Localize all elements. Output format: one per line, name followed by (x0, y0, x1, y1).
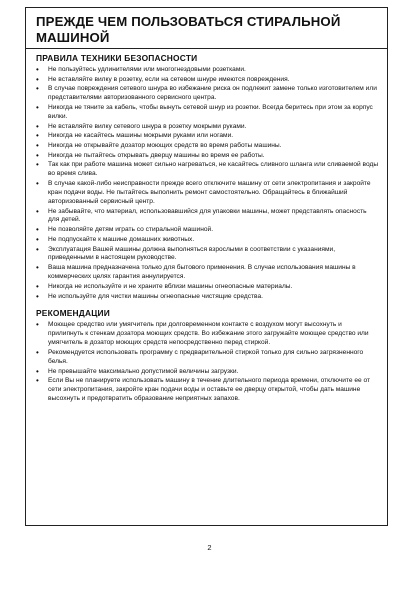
recommendations-heading: РЕКОМЕНДАЦИИ (36, 308, 110, 319)
list-item: • В случае какой-либо неисправности прежде всего отключите машину от сети электропитания и закройте кран подачи воды. Не пытайтесь выполнить ремонт самостоятельно. Обращайтесь в ближайший авторизованный сервисный центр. (34, 180, 379, 207)
safety-section (34, 53, 379, 301)
list-item: • Так как при работе машина может сильно нагреваться, не касайтесь сливного шланга или сливаемой воды во время слива. (34, 161, 379, 179)
list-item: • Не пользуйтесь удлинителями или многогнездовыми розетками. (34, 66, 379, 75)
safety-list (34, 66, 379, 301)
recommendations-list (34, 321, 379, 404)
list-item: • Никогда не пытайтесь открывать дверцу машины во время ее работы. (34, 152, 379, 161)
safety-heading: ПРАВИЛА ТЕХНИКИ БЕЗОПАСНОСТИ (36, 53, 198, 63)
list-item: • Не подпускайте к машине домашних животных. (34, 236, 379, 245)
list-item: • Рекомендуется использовать программу с предварительной стиркой только для сильно загрязненного белья. (34, 349, 379, 367)
list-item: • Никогда не тяните за кабель, чтобы вынуть сетевой шнур из розетки. Всегда беритесь при этом за корпус вилки. (34, 104, 379, 122)
list-item: • В случае повреждения сетевого шнура во избежание риска он подлежит замене только изготовителем или представителями авторизованного сервисного центра. (34, 85, 379, 103)
list-item: • Не вставляйте вилку в розетку, если на сетевом шнуре имеются повреждения. (34, 76, 379, 85)
list-item: • Не позволяйте детям играть со стиральной машиной. (34, 226, 379, 235)
list-item: • Не используйте для чистки машины огнеопасные чистящие средства. (34, 293, 379, 302)
list-item: • Моющее средство или умягчитель при долговременном контакте с воздухом могут высохнуть и прилипнуть к стенкам дозатора моющих средств. Во избежание этого загружайте моющее средство или умягчитель в дозатор моющих средств непосредственно перед стиркой. (34, 321, 379, 348)
list-item: • Никогда не открывайте дозатор моющих средств во время работы машины. (34, 142, 379, 151)
page-number: 2 (207, 543, 212, 552)
list-item: • Ваша машина предназначена только для бытового применения. В случае использования машины в коммерческих целях гарантия аннулируется. (34, 264, 379, 282)
page-title: ПРЕЖДЕ ЧЕМ ПОЛЬЗОВАТЬСЯ СТИРАЛЬНОЙ МАШИНОЙ (36, 14, 341, 45)
list-item: • Не вставляйте вилку сетевого шнура в розетку мокрыми руками. (34, 123, 379, 132)
recommendations-section (34, 308, 379, 404)
list-item: • Эксплуатация Вашей машины должна выполняться взрослыми в соответствии с указаниями, приведенными в настоящем руководстве. (34, 246, 379, 264)
list-item: • Никогда не используйте и не храните вблизи машины огнеопасные материалы. (34, 283, 379, 292)
list-item: • Не превышайте максимально допустимой величины загрузки. (34, 368, 379, 377)
title-divider (26, 48, 387, 49)
content-frame (25, 7, 388, 526)
list-item: • Никогда не касайтесь машины мокрыми руками или ногами. (34, 132, 379, 141)
list-item: • Если Вы не планируете использовать машину в течение длительного периода времени, отключите ее от сети электропитания, закройте кран подачи воды и оставьте ее дверцу открытой, чтобы дать машине высохнуть и предотвратить образование неприятных запахов. (34, 377, 379, 404)
list-item: • Не забывайте, что материал, использовавшийся для упаковки машины, может представлять опасность для детей. (34, 208, 379, 226)
